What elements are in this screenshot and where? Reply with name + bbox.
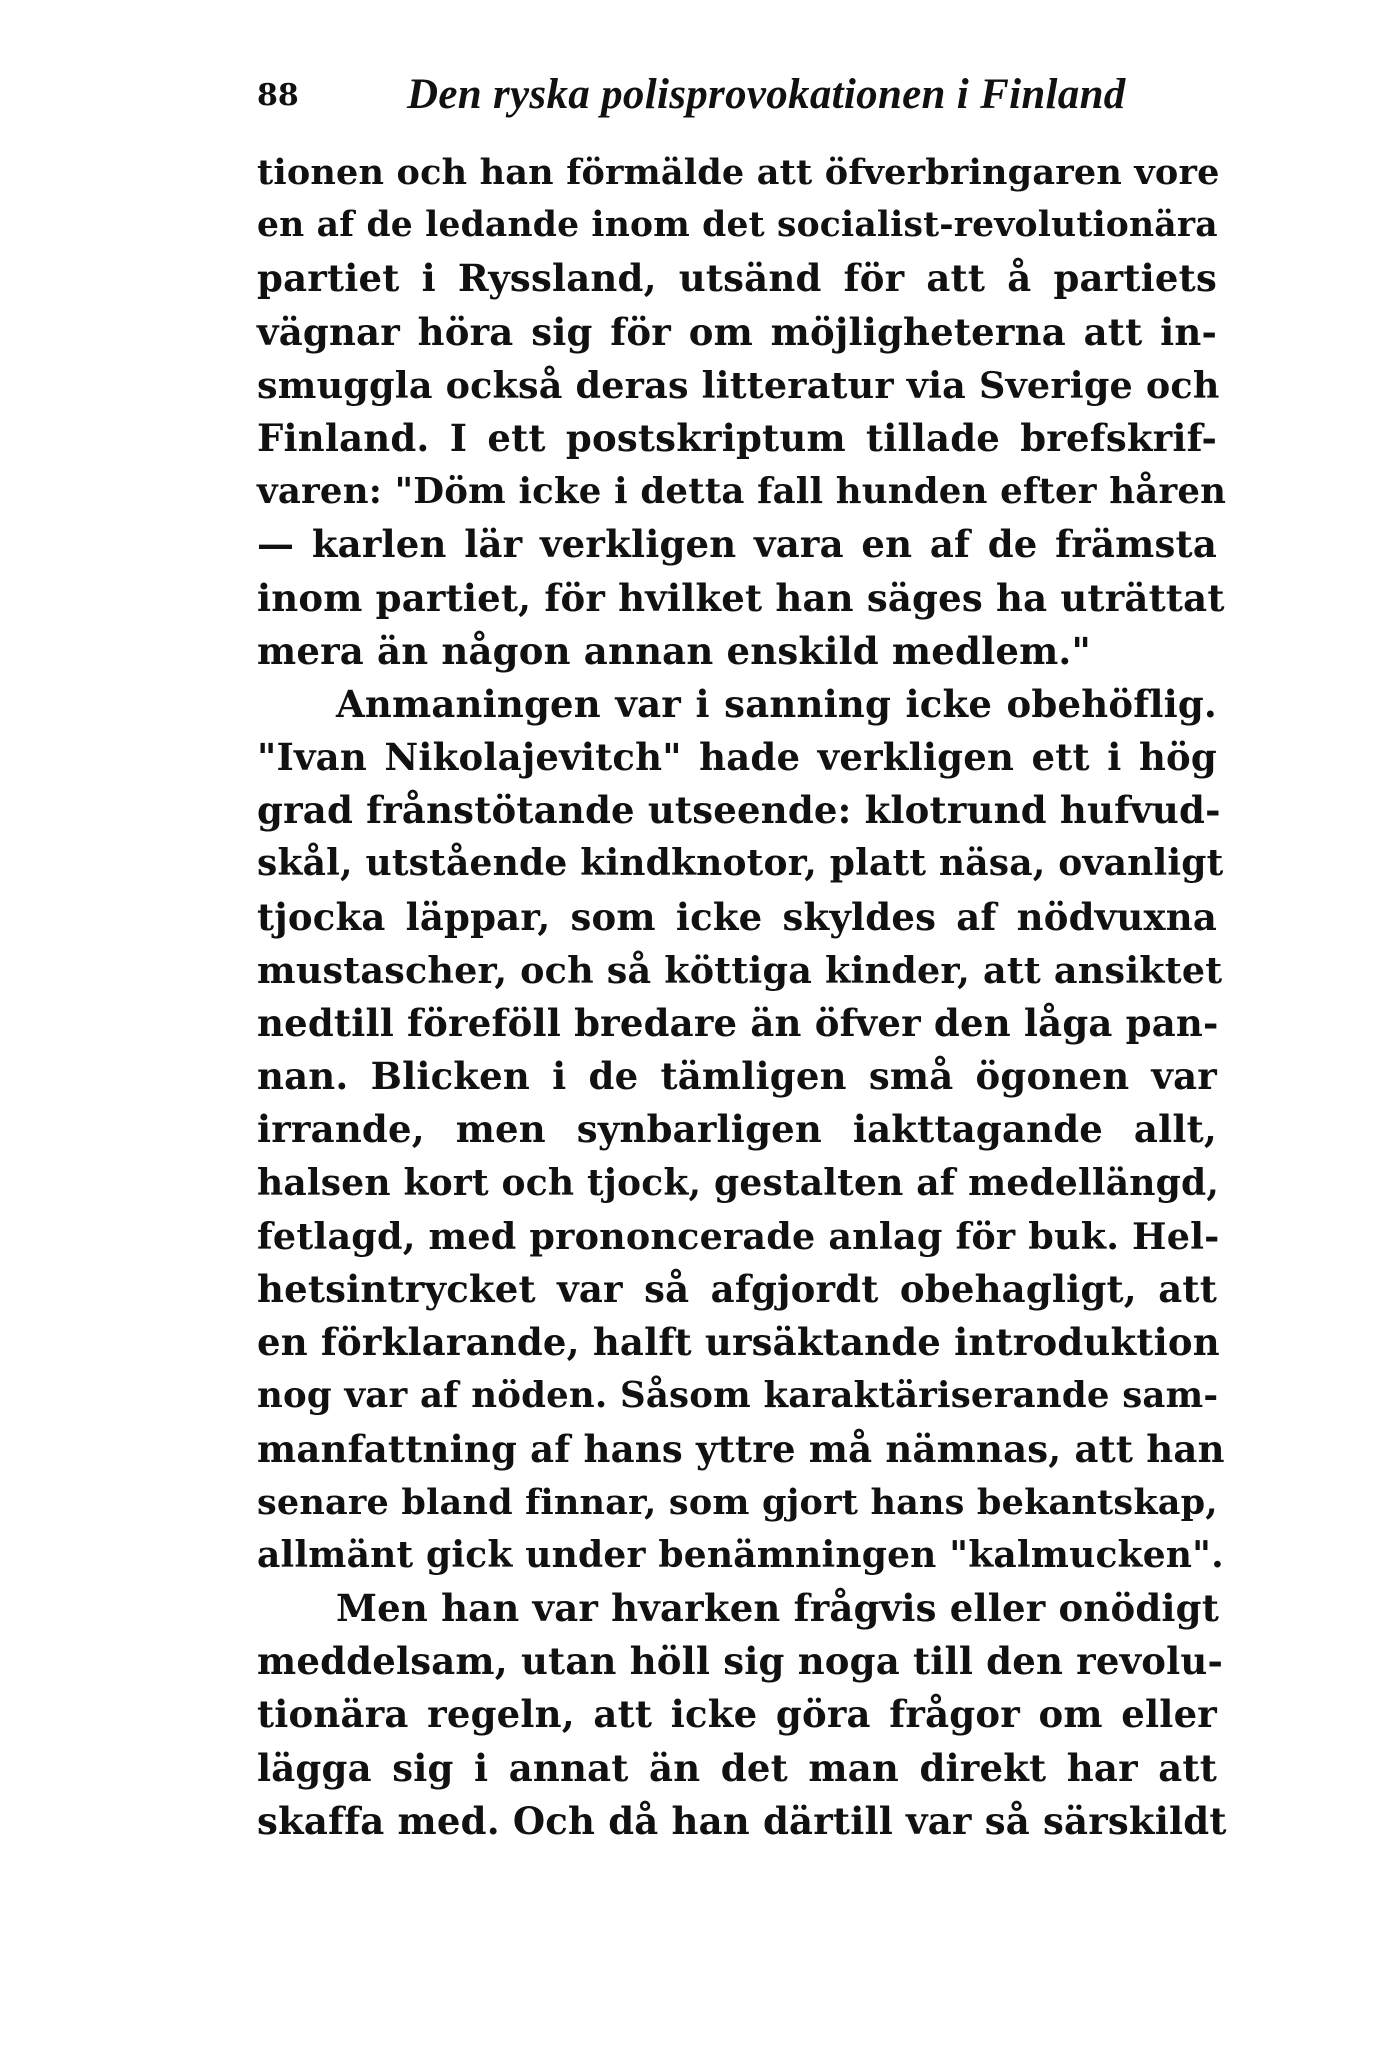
text-line: skaffa med. Och då han därtill var så särskildt [257,1798,1227,1843]
text-line: "Ivan Nikolajevitch" hade verkligen ett i hög [257,735,1217,780]
text-line: fetlagd, med prononcerade anlag för buk. Hel- [257,1214,1220,1258]
text-line: grad frånstötande utseende: klotrund hufvud- [257,788,1221,833]
text-line: tjocka läppar, som icke skyldes af nödvuxna [257,894,1217,939]
text-line: allmänt gick under benämningen "kalmucken". [257,1533,1224,1576]
text-line: nog var af nöden. Såsom karaktäriserande sam- [257,1375,1219,1417]
text-line: mera än någon annan enskild medlem." [257,628,1091,673]
text-line: hetsintrycket var så afgjordt obehagligt, att [257,1266,1217,1311]
text-line: nan. Blicken i de tämligen små ögonen var [257,1054,1217,1099]
text-line: skål, utstående kindknotor, platt näsa, ovanligt [257,842,1224,885]
text-line: — karlen lär verkligen vara en af de främsta [257,522,1217,567]
text-line: lägga sig i annat än det man direkt har att [257,1745,1217,1790]
text-line: mustascher, och så köttiga kinder, att ansiktet [257,948,1223,992]
text-line: varen: "Döm icke i detta fall hunden efter håren [257,471,1227,513]
text-line: en af de ledande inom det socialist-revolutionära [257,205,1218,246]
text-line: manfattning af hans yttre må nämnas, att han [257,1426,1225,1471]
text-line: en förklarande, halft ursäktande introduktion [257,1320,1220,1365]
text-line: smuggla också deras litteratur via Sverige och [257,363,1220,407]
text-line: partiet i Ryssland, utsänd för att å partiets [257,256,1217,301]
text-line: meddelsam, utan höll sig noga till den revolu- [257,1639,1224,1684]
text-line: Finland. I ett postskriptum tillade brefskrif- [257,415,1217,460]
text-line: Anmaningen var i sanning icke obehöflig. [336,681,1217,726]
text-line: tionära regeln, att icke göra frågor om eller [257,1692,1217,1737]
text-line: irrande, men synbarligen iakttagande allt, [257,1107,1217,1152]
page-number: 88 [257,78,299,113]
running-title: Den ryska polisprovokationen i Finland [407,71,1126,118]
text-line: halsen kort och tjock, gestalten af medellängd, [257,1161,1220,1204]
text-line: vägnar höra sig för om möjligheterna att in- [257,309,1217,354]
text-line: Men han var hvarken frågvis eller onödigt [336,1586,1220,1631]
body-text [257,146,1227,1848]
text-line: tionen och han förmälde att öfverbringaren vore [257,152,1220,193]
text-line: inom partiet, för hvilket han säges ha uträttat [257,575,1225,620]
page-header [257,70,1217,130]
text-line: nedtill föreföll bredare än öfver den låga pan- [257,1001,1219,1045]
text-line: senare bland finnar, som gjort hans bekantskap, [257,1481,1218,1523]
